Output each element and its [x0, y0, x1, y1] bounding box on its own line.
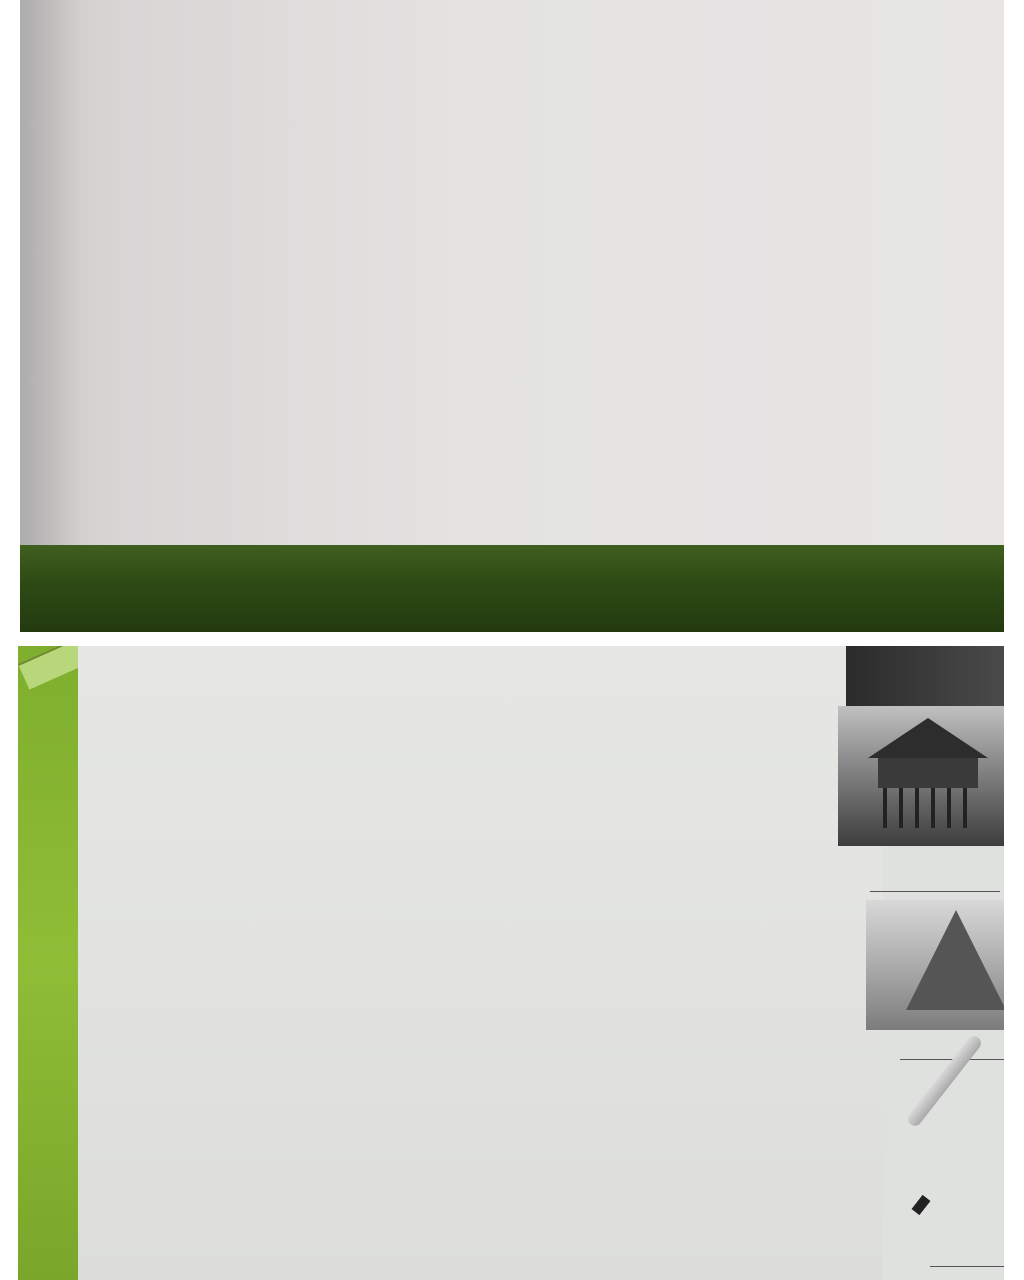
communal-house-image [866, 900, 1004, 1030]
top-photo [20, 0, 1004, 632]
answer-line [870, 891, 1000, 892]
green-background [20, 545, 1004, 632]
house-roof [906, 910, 1004, 1010]
house-roof [868, 718, 988, 758]
stilt-house-image [838, 706, 1004, 846]
answer-line [930, 1266, 1004, 1267]
worksheet-paper [78, 646, 883, 1280]
shadow [20, 0, 80, 545]
house-stilts [883, 788, 973, 828]
house-body [878, 758, 978, 788]
